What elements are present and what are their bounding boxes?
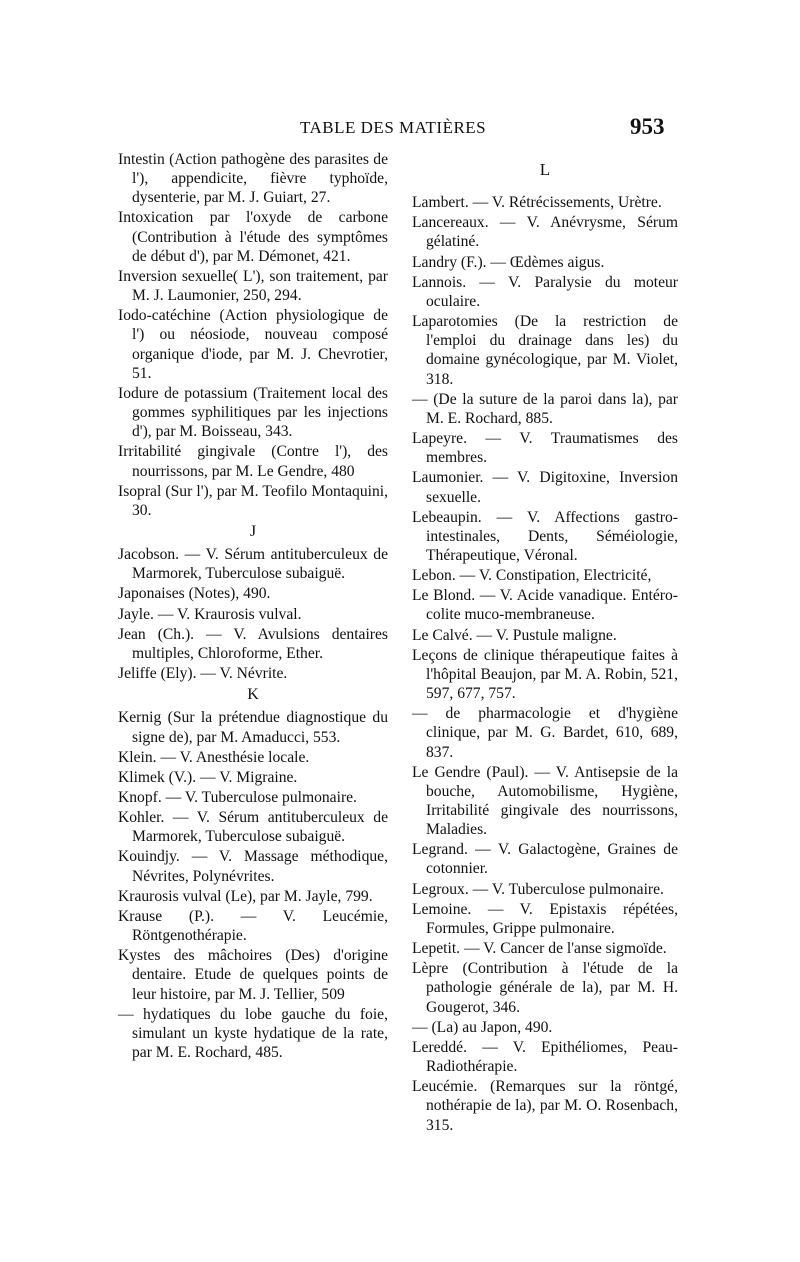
index-entry: Kernig (Sur la prétendue diagnostique du signe de), par M. Amaducci, 553. xyxy=(118,709,388,746)
index-entry: Le Calvé. — V. Pustule maligne. xyxy=(412,626,617,644)
index-entry: Leçons de clinique thérapeutique faites à l'hôpital Beaujon, par M. A. Robin, 521, 597, 677, 757. xyxy=(412,646,678,703)
index-entry: Lapeyre. — V. Traumatismes des membres. xyxy=(412,430,678,467)
index-entry: Kouindjy. — V. Massage méthodique, Névrites, Polynévrites. xyxy=(118,848,388,885)
index-entry: Lemoine. — V. Epistaxis répétées, Formules, Grippe pulmonaire. xyxy=(412,900,678,937)
index-entry: Intoxication par l'oxyde de carbone (Contribution à l'étude des symptômes de début d'), par M. Démonet, 421. xyxy=(118,209,388,265)
index-entry: — (La) au Japon, 490. xyxy=(412,1018,553,1036)
index-entry: Jacobson. — V. Sérum antituberculeux de Marmorek, Tuberculose subaiguë. xyxy=(118,546,388,583)
index-entry: Lambert. — V. Rétrécissements, Urètre. xyxy=(412,194,662,212)
index-entry: Legroux. — V. Tuberculose pulmonaire. xyxy=(412,880,664,898)
index-entry: Jean (Ch.). — V. Avulsions dentaires multiples, Chloroforme, Ether. xyxy=(118,625,388,662)
index-entry: — de pharmacologie et d'hygiène clinique, par M. G. Bardet, 610, 689, 837. xyxy=(412,705,678,761)
index-entry: Laumonier. — V. Digitoxine, Inversion sexuelle. xyxy=(412,469,678,506)
index-entry: Iodo-catéchine (Action physiologique de l') ou néosiode, nouveau composé organique d'iode, par M. J. Chevrotier, 51. xyxy=(118,307,388,382)
index-entry: Leucémie. (Remarques sur la röntgé, nothérapie de la), par M. O. Rosenbach, 315. xyxy=(412,1078,678,1134)
index-entry: Jayle. — V. Kraurosis vulval. xyxy=(118,605,302,623)
index-entry: Lepetit. — V. Cancer de l'anse sigmoïde. xyxy=(412,940,667,958)
index-entry: Lancereaux. — V. Anévrysme, Sérum gélatiné. xyxy=(412,214,678,251)
right-column xyxy=(412,150,678,1136)
index-entry: — (De la suture de la paroi dans la), par M. E. Rochard, 885. xyxy=(412,390,678,427)
index-entry: Krause (P.). — V. Leucémie, Röntgenothérapie. xyxy=(118,907,388,945)
index-entry: Lebeaupin. — V. Affections gastro-intestinales, Dents, Séméiologie, Thérapeutique, Véronal. xyxy=(412,508,678,564)
index-entry: Kraurosis vulval (Le), par M. Jayle, 799. xyxy=(118,887,373,905)
index-entry: Inversion sexuelle( L'), son traitement, par M. J. Laumonier, 250, 294. xyxy=(118,267,388,305)
section-letter-k: K xyxy=(247,686,259,704)
index-entry: Knopf. — V. Tuberculose pulmonaire. xyxy=(118,789,357,806)
index-entry: Kohler. — V. Sérum antituberculeux de Marmorek, Tuberculose subaiguë. xyxy=(118,809,388,846)
index-entry: Intestin (Action pathogène des parasites de l'), appendicite, fièvre typhoïde, dysenterie, par M. J. Guiart, 27. xyxy=(118,151,388,207)
index-entry: Le Blond. — V. Acide vanadique. Entéro-colite muco-membraneuse. xyxy=(412,587,678,624)
section-letter-l: L xyxy=(539,160,551,179)
index-entry: Landry (F.). — Œdèmes aigus. xyxy=(412,253,605,271)
index-entry: Kystes des mâchoires (Des) d'origine dentaire. Etude de quelques points de leur histoire, par M. J. Tellier, 509 xyxy=(118,947,388,1003)
index-entry: Irritabilité gingivale (Contre l'), des nourrissons, par M. Le Gendre, 480 xyxy=(118,443,388,480)
index-entry: — hydatiques du lobe gauche du foie, simulant un kyste hydatique de la rate, par M. E. Rochard, 485. xyxy=(118,1005,388,1062)
index-entry: Le Gendre (Paul). — V. Antisepsie de la bouche, Automobilisme, Hygiène, Irritabilité gingivale des nourrissons, Maladies. xyxy=(412,763,678,839)
index-entry: Laparotomies (De la restriction de l'emploi du drainage dans les) du domaine gynécologique, par M. Violet, 318. xyxy=(412,313,678,388)
left-column xyxy=(118,150,388,1063)
index-entry: Iodure de potassium (Traitement local des gommes syphilitiques par les injections d'), par M. Boisseau, 343. xyxy=(118,384,388,441)
index-entry: Lereddé. — V. Epithéliomes, Peau-Radiothérapie. xyxy=(412,1038,678,1076)
section-letter-j: J xyxy=(249,522,257,540)
index-entry: Japonaises (Notes), 490. xyxy=(118,585,271,603)
index-entry: Lebon. — V. Constipation, Electricité, xyxy=(412,567,652,585)
page-number: 953 xyxy=(630,114,665,139)
index-entry: Klimek (V.). — V. Migraine. xyxy=(118,768,298,786)
running-head: TABLE DES MATIÈRES xyxy=(300,118,487,137)
index-entry: Legrand. — V. Galactogène, Graines de cotonnier. xyxy=(412,841,678,878)
index-entry: Isopral (Sur l'), par M. Teofilo Montaquini, 30. xyxy=(118,482,388,519)
index-entry: Lèpre (Contribution à l'étude de la pathologie générale de la), par M. H. Gougerot, 346. xyxy=(412,960,678,1016)
index-entry: Jeliffe (Ely). — V. Névrite. xyxy=(118,665,288,683)
index-entry: Lannois. — V. Paralysie du moteur oculaire. xyxy=(412,273,678,310)
index-entry: Klein. — V. Anesthésie locale. xyxy=(118,748,310,766)
